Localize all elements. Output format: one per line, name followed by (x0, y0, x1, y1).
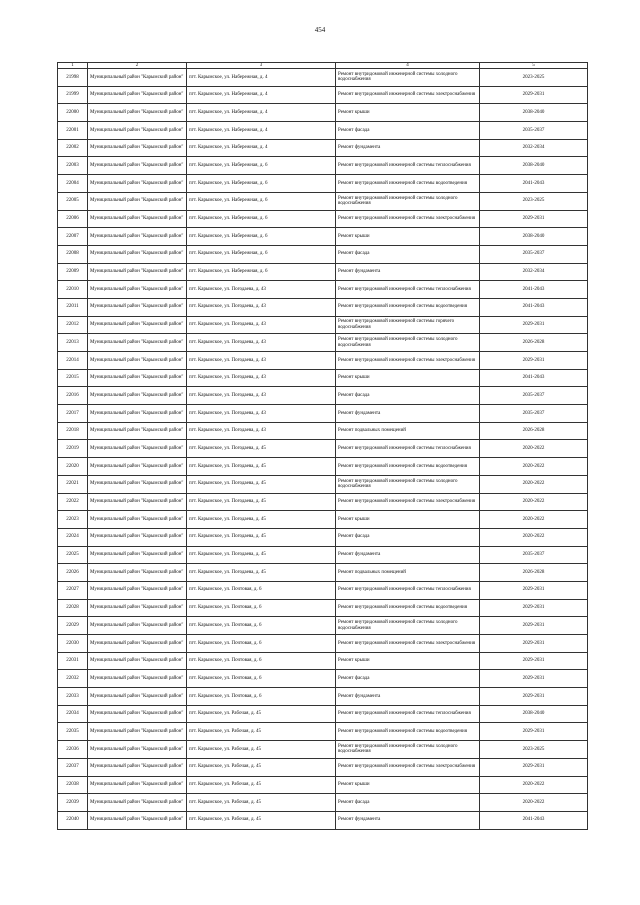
row-id: 22006 (58, 210, 88, 228)
table-body (58, 69, 588, 830)
table-row (58, 776, 588, 794)
table-row (58, 139, 588, 157)
row-id: 22025 (58, 546, 88, 564)
row-id: 22014 (58, 352, 88, 370)
address-cell: пгт. Карымское, ул. Погодаева, д. 45 (187, 493, 336, 511)
row-id: 22013 (58, 334, 88, 352)
column-header-4: 4 (336, 63, 480, 69)
table-row (58, 652, 588, 670)
municipality-cell: Муниципальный район "Карымский район" (88, 316, 187, 334)
row-id: 22005 (58, 192, 88, 210)
municipality-cell: Муниципальный район "Карымский район" (88, 387, 187, 405)
address-cell: пгт. Карымское, ул. Набережная, д. 4 (187, 122, 336, 140)
work-type-cell: Ремонт внутридомовой инженерной системы теплоснабжения (336, 705, 480, 723)
municipality-cell: Муниципальный район "Карымский район" (88, 581, 187, 599)
work-type-cell: Ремонт крыши (336, 652, 480, 670)
period-cell: 2029-2031 (480, 352, 588, 370)
work-type-cell: Ремонт внутридомовой инженерной системы холодного водоснабжения (336, 617, 480, 635)
work-type-cell: Ремонт крыши (336, 369, 480, 387)
row-id: 22029 (58, 617, 88, 635)
municipality-cell: Муниципальный район "Карымский район" (88, 334, 187, 352)
municipality-cell: Муниципальный район "Карымский район" (88, 422, 187, 440)
address-cell: пгт. Карымское, ул. Погодаева, д. 43 (187, 369, 336, 387)
period-cell: 2038-2040 (480, 157, 588, 175)
period-cell: 2020-2022 (480, 475, 588, 493)
municipality-cell: Муниципальный район "Карымский район" (88, 157, 187, 175)
table-row (58, 192, 588, 210)
table-row (58, 298, 588, 316)
table-row (58, 228, 588, 246)
table-row (58, 352, 588, 370)
row-id: 22038 (58, 776, 88, 794)
municipality-cell: Муниципальный район "Карымский район" (88, 86, 187, 104)
address-cell: пгт. Карымское, ул. Погодаева, д. 43 (187, 405, 336, 423)
table-row (58, 422, 588, 440)
address-cell: пгт. Карымское, ул. Погодаева, д. 43 (187, 352, 336, 370)
row-id: 22034 (58, 705, 88, 723)
row-id: 22009 (58, 263, 88, 281)
work-type-cell: Ремонт внутридомовой инженерной системы теплоснабжения (336, 157, 480, 175)
municipality-cell: Муниципальный район "Карымский район" (88, 139, 187, 157)
municipality-cell: Муниципальный район "Карымский район" (88, 104, 187, 122)
municipality-cell: Муниципальный район "Карымский район" (88, 298, 187, 316)
period-cell: 2029-2031 (480, 670, 588, 688)
row-id: 22031 (58, 652, 88, 670)
table-row (58, 281, 588, 299)
period-cell: 2041-2043 (480, 369, 588, 387)
work-type-cell: Ремонт внутридомовой инженерной системы теплоснабжения (336, 281, 480, 299)
table-row (58, 440, 588, 458)
work-type-cell: Ремонт крыши (336, 511, 480, 529)
address-cell: пгт. Карымское, ул. Набережная, д. 4 (187, 139, 336, 157)
table-row (58, 245, 588, 263)
work-type-cell: Ремонт внутридомовой инженерной системы горячего водоснабжения (336, 316, 480, 334)
work-type-cell: Ремонт фасада (336, 670, 480, 688)
row-id: 21998 (58, 69, 88, 87)
work-type-cell: Ремонт фундамента (336, 139, 480, 157)
table-row (58, 811, 588, 829)
table-row (58, 493, 588, 511)
row-id: 22032 (58, 670, 88, 688)
table-row (58, 475, 588, 493)
row-id: 22000 (58, 104, 88, 122)
municipality-cell: Муниципальный район "Карымский район" (88, 245, 187, 263)
address-cell: пгт. Карымское, ул. Погодаева, д. 43 (187, 334, 336, 352)
work-type-cell: Ремонт внутридомовой инженерной системы водоотведения (336, 599, 480, 617)
period-cell: 2020-2022 (480, 458, 588, 476)
period-cell: 2029-2031 (480, 581, 588, 599)
period-cell: 2029-2031 (480, 210, 588, 228)
period-cell: 2041-2043 (480, 811, 588, 829)
address-cell: пгт. Карымское, ул. Набережная, д. 6 (187, 175, 336, 193)
row-id: 22024 (58, 528, 88, 546)
table-row (58, 334, 588, 352)
address-cell: пгт. Карымское, ул. Погодаева, д. 45 (187, 440, 336, 458)
address-cell: пгт. Карымское, ул. Почтовая, д. 6 (187, 635, 336, 653)
municipality-cell: Муниципальный район "Карымский район" (88, 281, 187, 299)
period-cell: 2035-2037 (480, 546, 588, 564)
period-cell: 2038-2040 (480, 104, 588, 122)
period-cell: 2026-2028 (480, 334, 588, 352)
work-type-cell: Ремонт подвальных помещений (336, 564, 480, 582)
period-cell: 2035-2037 (480, 122, 588, 140)
row-id: 22021 (58, 475, 88, 493)
work-type-cell: Ремонт внутридомовой инженерной системы водоотведения (336, 175, 480, 193)
period-cell: 2020-2022 (480, 776, 588, 794)
address-cell: пгт. Карымское, ул. Рабочая, д. 45 (187, 794, 336, 812)
work-type-cell: Ремонт внутридомовой инженерной системы электроснабжения (336, 635, 480, 653)
address-cell: пгт. Карымское, ул. Погодаева, д. 43 (187, 316, 336, 334)
table-row (58, 670, 588, 688)
table-row (58, 458, 588, 476)
municipality-cell: Муниципальный район "Карымский район" (88, 493, 187, 511)
municipality-cell: Муниципальный район "Карымский район" (88, 670, 187, 688)
row-id: 22015 (58, 369, 88, 387)
table-row (58, 122, 588, 140)
row-id: 22016 (58, 387, 88, 405)
table-row (58, 104, 588, 122)
address-cell: пгт. Карымское, ул. Рабочая, д. 45 (187, 705, 336, 723)
period-cell: 2032-2034 (480, 263, 588, 281)
row-id: 22010 (58, 281, 88, 299)
period-cell: 2020-2022 (480, 493, 588, 511)
municipality-cell: Муниципальный район "Карымский район" (88, 617, 187, 635)
municipality-cell: Муниципальный район "Карымский район" (88, 511, 187, 529)
period-cell: 2029-2031 (480, 652, 588, 670)
address-cell: пгт. Карымское, ул. Набережная, д. 4 (187, 86, 336, 104)
work-type-cell: Ремонт внутридомовой инженерной системы холодного водоснабжения (336, 475, 480, 493)
municipality-cell: Муниципальный район "Карымский район" (88, 475, 187, 493)
work-type-cell: Ремонт фундамента (336, 546, 480, 564)
work-type-cell: Ремонт фундамента (336, 263, 480, 281)
row-id: 22002 (58, 139, 88, 157)
municipality-cell: Муниципальный район "Карымский район" (88, 192, 187, 210)
work-type-cell: Ремонт внутридомовой инженерной системы теплоснабжения (336, 440, 480, 458)
table-row (58, 741, 588, 759)
municipality-cell: Муниципальный район "Карымский район" (88, 210, 187, 228)
work-type-cell: Ремонт крыши (336, 104, 480, 122)
row-id: 22011 (58, 298, 88, 316)
work-type-cell: Ремонт внутридомовой инженерной системы холодного водоснабжения (336, 741, 480, 759)
address-cell: пгт. Карымское, ул. Набережная, д. 4 (187, 104, 336, 122)
address-cell: пгт. Карымское, ул. Почтовая, д. 6 (187, 670, 336, 688)
address-cell: пгт. Карымское, ул. Погодаева, д. 45 (187, 511, 336, 529)
period-cell: 2029-2031 (480, 617, 588, 635)
table-row (58, 528, 588, 546)
period-cell: 2026-2028 (480, 422, 588, 440)
period-cell: 2029-2031 (480, 688, 588, 706)
address-cell: пгт. Карымское, ул. Почтовая, д. 6 (187, 599, 336, 617)
table-row (58, 405, 588, 423)
row-id: 22026 (58, 564, 88, 582)
table-row (58, 69, 588, 87)
work-type-cell: Ремонт внутридомовой инженерной системы теплоснабжения (336, 581, 480, 599)
address-cell: пгт. Карымское, ул. Погодаева, д. 43 (187, 387, 336, 405)
municipality-cell: Муниципальный район "Карымский район" (88, 599, 187, 617)
address-cell: пгт. Карымское, ул. Набережная, д. 4 (187, 69, 336, 87)
period-cell: 2029-2031 (480, 758, 588, 776)
period-cell: 2020-2022 (480, 511, 588, 529)
period-cell: 2023-2025 (480, 192, 588, 210)
work-type-cell: Ремонт внутридомовой инженерной системы электроснабжения (336, 758, 480, 776)
table-row (58, 635, 588, 653)
address-cell: пгт. Карымское, ул. Рабочая, д. 45 (187, 776, 336, 794)
work-type-cell: Ремонт внутридомовой инженерной системы электроснабжения (336, 493, 480, 511)
address-cell: пгт. Карымское, ул. Погодаева, д. 43 (187, 281, 336, 299)
work-type-cell: Ремонт фундамента (336, 405, 480, 423)
column-header-3: 3 (187, 63, 336, 69)
municipality-cell: Муниципальный район "Карымский район" (88, 758, 187, 776)
table-row (58, 316, 588, 334)
row-id: 22020 (58, 458, 88, 476)
period-cell: 2023-2025 (480, 69, 588, 87)
period-cell: 2038-2040 (480, 705, 588, 723)
municipality-cell: Муниципальный район "Карымский район" (88, 723, 187, 741)
municipality-cell: Муниципальный район "Карымский район" (88, 705, 187, 723)
row-id: 22028 (58, 599, 88, 617)
period-cell: 2029-2031 (480, 635, 588, 653)
work-type-cell: Ремонт фасада (336, 794, 480, 812)
municipality-cell: Муниципальный район "Карымский район" (88, 175, 187, 193)
municipality-cell: Муниципальный район "Карымский район" (88, 564, 187, 582)
address-cell: пгт. Карымское, ул. Погодаева, д. 45 (187, 458, 336, 476)
municipality-cell: Муниципальный район "Карымский район" (88, 228, 187, 246)
address-cell: пгт. Карымское, ул. Погодаева, д. 45 (187, 564, 336, 582)
address-cell: пгт. Карымское, ул. Погодаева, д. 43 (187, 422, 336, 440)
table-row (58, 599, 588, 617)
municipality-cell: Муниципальный район "Карымский район" (88, 352, 187, 370)
municipality-cell: Муниципальный район "Карымский район" (88, 528, 187, 546)
work-type-cell: Ремонт фундамента (336, 811, 480, 829)
address-cell: пгт. Карымское, ул. Набережная, д. 6 (187, 157, 336, 175)
period-cell: 2029-2031 (480, 86, 588, 104)
table-row (58, 688, 588, 706)
work-type-cell: Ремонт фундамента (336, 688, 480, 706)
period-cell: 2023-2025 (480, 741, 588, 759)
row-id: 22039 (58, 794, 88, 812)
table-row (58, 617, 588, 635)
address-cell: пгт. Карымское, ул. Погодаева, д. 45 (187, 528, 336, 546)
work-type-cell: Ремонт фасада (336, 122, 480, 140)
row-id: 22012 (58, 316, 88, 334)
row-id: 22004 (58, 175, 88, 193)
municipality-cell: Муниципальный район "Карымский район" (88, 546, 187, 564)
table-row (58, 263, 588, 281)
table-row (58, 546, 588, 564)
table-row (58, 564, 588, 582)
municipality-cell: Муниципальный район "Карымский район" (88, 688, 187, 706)
work-type-cell: Ремонт подвальных помещений (336, 422, 480, 440)
municipality-cell: Муниципальный район "Карымский район" (88, 263, 187, 281)
municipality-cell: Муниципальный район "Карымский район" (88, 440, 187, 458)
work-type-cell: Ремонт крыши (336, 228, 480, 246)
register-table (57, 62, 588, 830)
row-id: 22003 (58, 157, 88, 175)
work-type-cell: Ремонт фасада (336, 528, 480, 546)
row-id: 22022 (58, 493, 88, 511)
address-cell: пгт. Карымское, ул. Погодаева, д. 45 (187, 546, 336, 564)
address-cell: пгт. Карымское, ул. Рабочая, д. 45 (187, 811, 336, 829)
municipality-cell: Муниципальный район "Карымский район" (88, 776, 187, 794)
period-cell: 2020-2022 (480, 440, 588, 458)
row-id: 22036 (58, 741, 88, 759)
period-cell: 2029-2031 (480, 316, 588, 334)
page-number: 454 (314, 26, 326, 34)
table-row (58, 723, 588, 741)
period-cell: 2035-2037 (480, 405, 588, 423)
period-cell: 2041-2043 (480, 175, 588, 193)
row-id: 22018 (58, 422, 88, 440)
table-row (58, 511, 588, 529)
column-header-1: 1 (58, 63, 88, 69)
address-cell: пгт. Карымское, ул. Набережная, д. 6 (187, 210, 336, 228)
address-cell: пгт. Карымское, ул. Набережная, д. 6 (187, 263, 336, 281)
work-type-cell: Ремонт внутридомовой инженерной системы водоотведения (336, 723, 480, 741)
period-cell: 2038-2040 (480, 228, 588, 246)
period-cell: 2035-2037 (480, 245, 588, 263)
address-cell: пгт. Карымское, ул. Почтовая, д. 6 (187, 688, 336, 706)
address-cell: пгт. Карымское, ул. Набережная, д. 6 (187, 228, 336, 246)
address-cell: пгт. Карымское, ул. Почтовая, д. 6 (187, 652, 336, 670)
address-cell: пгт. Карымское, ул. Рабочая, д. 45 (187, 758, 336, 776)
work-type-cell: Ремонт внутридомовой инженерной системы холодного водоснабжения (336, 192, 480, 210)
row-id: 22019 (58, 440, 88, 458)
work-type-cell: Ремонт внутридомовой инженерной системы холодного водоснабжения (336, 334, 480, 352)
municipality-cell: Муниципальный район "Карымский район" (88, 458, 187, 476)
period-cell: 2032-2034 (480, 139, 588, 157)
table-row (58, 387, 588, 405)
address-cell: пгт. Карымское, ул. Погодаева, д. 45 (187, 475, 336, 493)
work-type-cell: Ремонт внутридомовой инженерной системы холодного водоснабжения (336, 69, 480, 87)
municipality-cell: Муниципальный район "Карымский район" (88, 405, 187, 423)
work-type-cell: Ремонт внутридомовой инженерной системы электроснабжения (336, 352, 480, 370)
row-id: 22040 (58, 811, 88, 829)
table-row (58, 157, 588, 175)
municipality-cell: Муниципальный район "Карымский район" (88, 794, 187, 812)
column-header-5: 5 (480, 63, 588, 69)
row-id: 22027 (58, 581, 88, 599)
address-cell: пгт. Карымское, ул. Рабочая, д. 45 (187, 741, 336, 759)
column-header-2: 2 (88, 63, 187, 69)
municipality-cell: Муниципальный район "Карымский район" (88, 122, 187, 140)
municipality-cell: Муниципальный район "Карымский район" (88, 369, 187, 387)
work-type-cell: Ремонт крыши (336, 776, 480, 794)
row-id: 22037 (58, 758, 88, 776)
table-row (58, 86, 588, 104)
work-type-cell: Ремонт внутридомовой инженерной системы электроснабжения (336, 86, 480, 104)
work-type-cell: Ремонт внутридомовой инженерной системы электроснабжения (336, 210, 480, 228)
table-row (58, 369, 588, 387)
work-type-cell: Ремонт внутридомовой инженерной системы водоотведения (336, 298, 480, 316)
row-id: 22008 (58, 245, 88, 263)
row-id: 22023 (58, 511, 88, 529)
table-row (58, 794, 588, 812)
table-row (58, 758, 588, 776)
municipality-cell: Муниципальный район "Карымский район" (88, 741, 187, 759)
period-cell: 2020-2022 (480, 528, 588, 546)
row-id: 22033 (58, 688, 88, 706)
municipality-cell: Муниципальный район "Карымский район" (88, 811, 187, 829)
row-id: 22017 (58, 405, 88, 423)
table-row (58, 581, 588, 599)
table-row (58, 705, 588, 723)
municipality-cell: Муниципальный район "Карымский район" (88, 652, 187, 670)
address-cell: пгт. Карымское, ул. Погодаева, д. 43 (187, 298, 336, 316)
work-type-cell: Ремонт фасада (336, 387, 480, 405)
row-id: 21999 (58, 86, 88, 104)
period-cell: 2029-2031 (480, 723, 588, 741)
period-cell: 2029-2031 (480, 599, 588, 617)
table-row (58, 210, 588, 228)
table-row (58, 175, 588, 193)
row-id: 22030 (58, 635, 88, 653)
row-id: 22035 (58, 723, 88, 741)
period-cell: 2026-2028 (480, 564, 588, 582)
address-cell: пгт. Карымское, ул. Рабочая, д. 45 (187, 723, 336, 741)
period-cell: 2041-2043 (480, 298, 588, 316)
work-type-cell: Ремонт фасада (336, 245, 480, 263)
row-id: 22007 (58, 228, 88, 246)
period-cell: 2020-2022 (480, 794, 588, 812)
period-cell: 2035-2037 (480, 387, 588, 405)
address-cell: пгт. Карымское, ул. Почтовая, д. 6 (187, 581, 336, 599)
address-cell: пгт. Карымское, ул. Набережная, д. 6 (187, 192, 336, 210)
municipality-cell: Муниципальный район "Карымский район" (88, 635, 187, 653)
work-type-cell: Ремонт внутридомовой инженерной системы водоотведения (336, 458, 480, 476)
period-cell: 2041-2043 (480, 281, 588, 299)
address-cell: пгт. Карымское, ул. Почтовая, д. 6 (187, 617, 336, 635)
row-id: 22001 (58, 122, 88, 140)
municipality-cell: Муниципальный район "Карымский район" (88, 69, 187, 87)
address-cell: пгт. Карымское, ул. Набережная, д. 6 (187, 245, 336, 263)
